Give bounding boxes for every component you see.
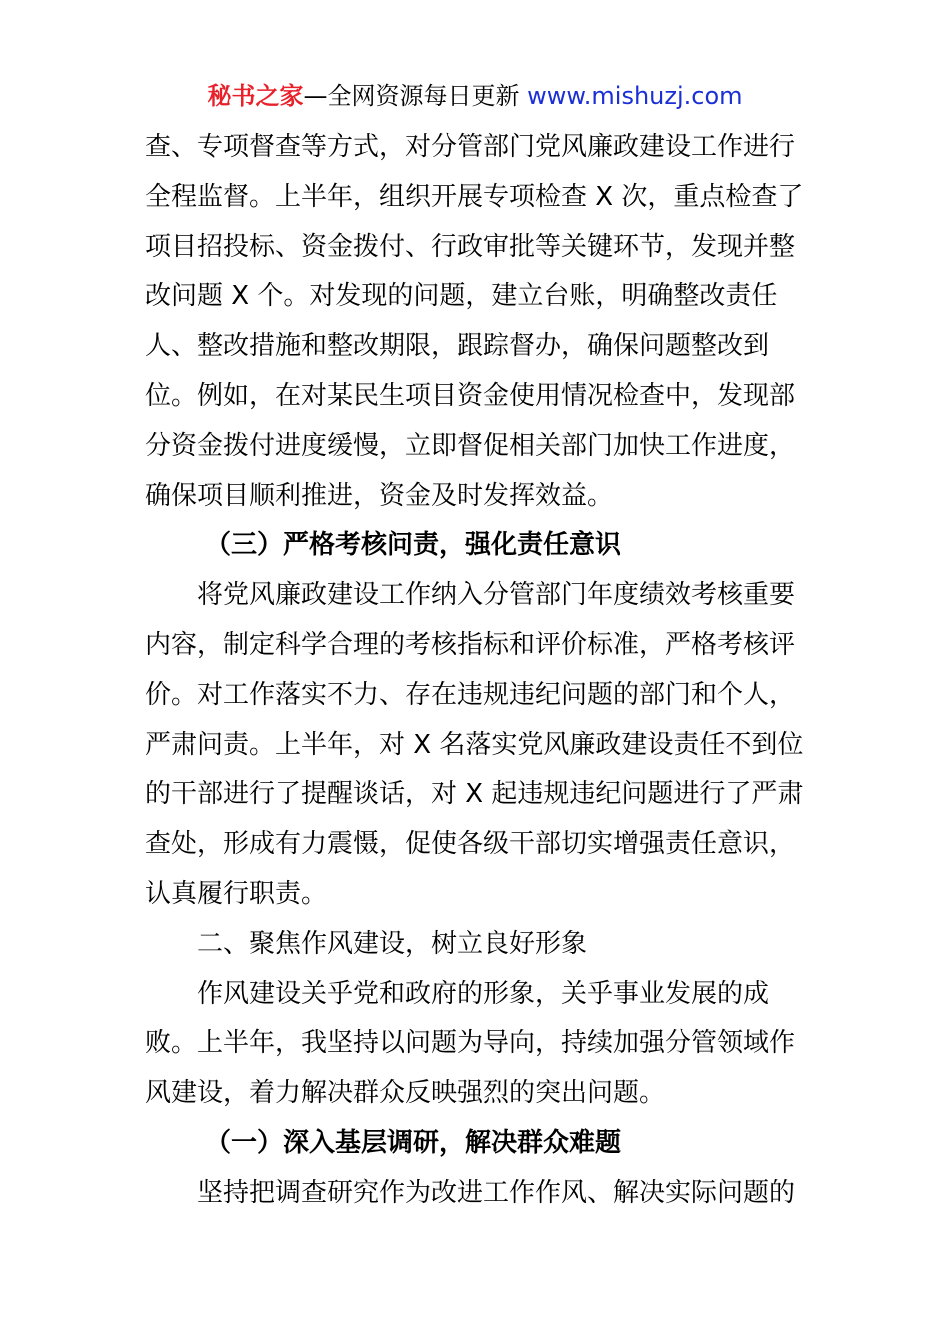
document-body <box>145 123 810 1219</box>
text-line: 人、整改措施和整改期限，跟踪督办，确保问题整改到 <box>145 331 770 362</box>
text-line: 认真履行职责。 <box>145 878 328 909</box>
site-url[interactable]: www.mishuzj.com <box>527 82 743 110</box>
text-line: 分资金拨付进度缓慢，立即督促相关部门加快工作进度， <box>145 430 796 461</box>
text-line: 查处，形成有力震慑，促使各级干部切实增强责任意识， <box>145 829 796 860</box>
text-line: 项目招投标、资金拨付、行政审批等关键环节，发现并整 <box>145 231 796 262</box>
text-line: 改问题 X 个。对发现的问题，建立台账，明确整改责任 <box>145 281 778 312</box>
section-heading: （三）严格考核问责，强化责任意识 <box>205 530 622 561</box>
chapter-heading: 二、聚焦作风建设，树立良好形象 <box>197 928 588 959</box>
text-line: 风建设，着力解决群众反映强烈的突出问题。 <box>145 1078 666 1109</box>
text-line: 价。对工作落实不力、存在违规违纪问题的部门和个人， <box>145 679 796 710</box>
site-brand: 秘书之家 <box>207 82 304 110</box>
paragraph-start: 作风建设关乎党和政府的形象，关乎事业发展的成 <box>197 978 770 1009</box>
text-line: 的干部进行了提醒谈话，对 X 起违规违纪问题进行了严肃 <box>145 779 804 810</box>
text-line: 全程监督。上半年，组织开展专项检查 X 次，重点检查了 <box>145 181 804 212</box>
section-heading: （一）深入基层调研，解决群众难题 <box>205 1127 622 1158</box>
text-line: 严肃问责。上半年，对 X 名落实党风廉政建设责任不到位 <box>145 729 804 760</box>
text-line: 确保项目顺利推进，资金及时发挥效益。 <box>145 480 614 511</box>
text-line: 位。例如，在对某民生项目资金使用情况检查中，发现部 <box>145 380 796 411</box>
text-line: 内容，制定科学合理的考核指标和评价标准，严格考核评 <box>145 629 796 660</box>
site-header <box>0 80 950 112</box>
paragraph-start: 坚持把调查研究作为改进工作作风、解决实际问题的 <box>197 1177 796 1208</box>
paragraph-start: 将党风廉政建设工作纳入分管部门年度绩效考核重要 <box>197 580 796 611</box>
text-line: 查、专项督查等方式，对分管部门党风廉政建设工作进行 <box>145 132 796 162</box>
site-tagline: —全网资源每日更新 <box>303 82 528 110</box>
text-line: 败。上半年，我坚持以问题为导向，持续加强分管领域作 <box>145 1028 796 1059</box>
